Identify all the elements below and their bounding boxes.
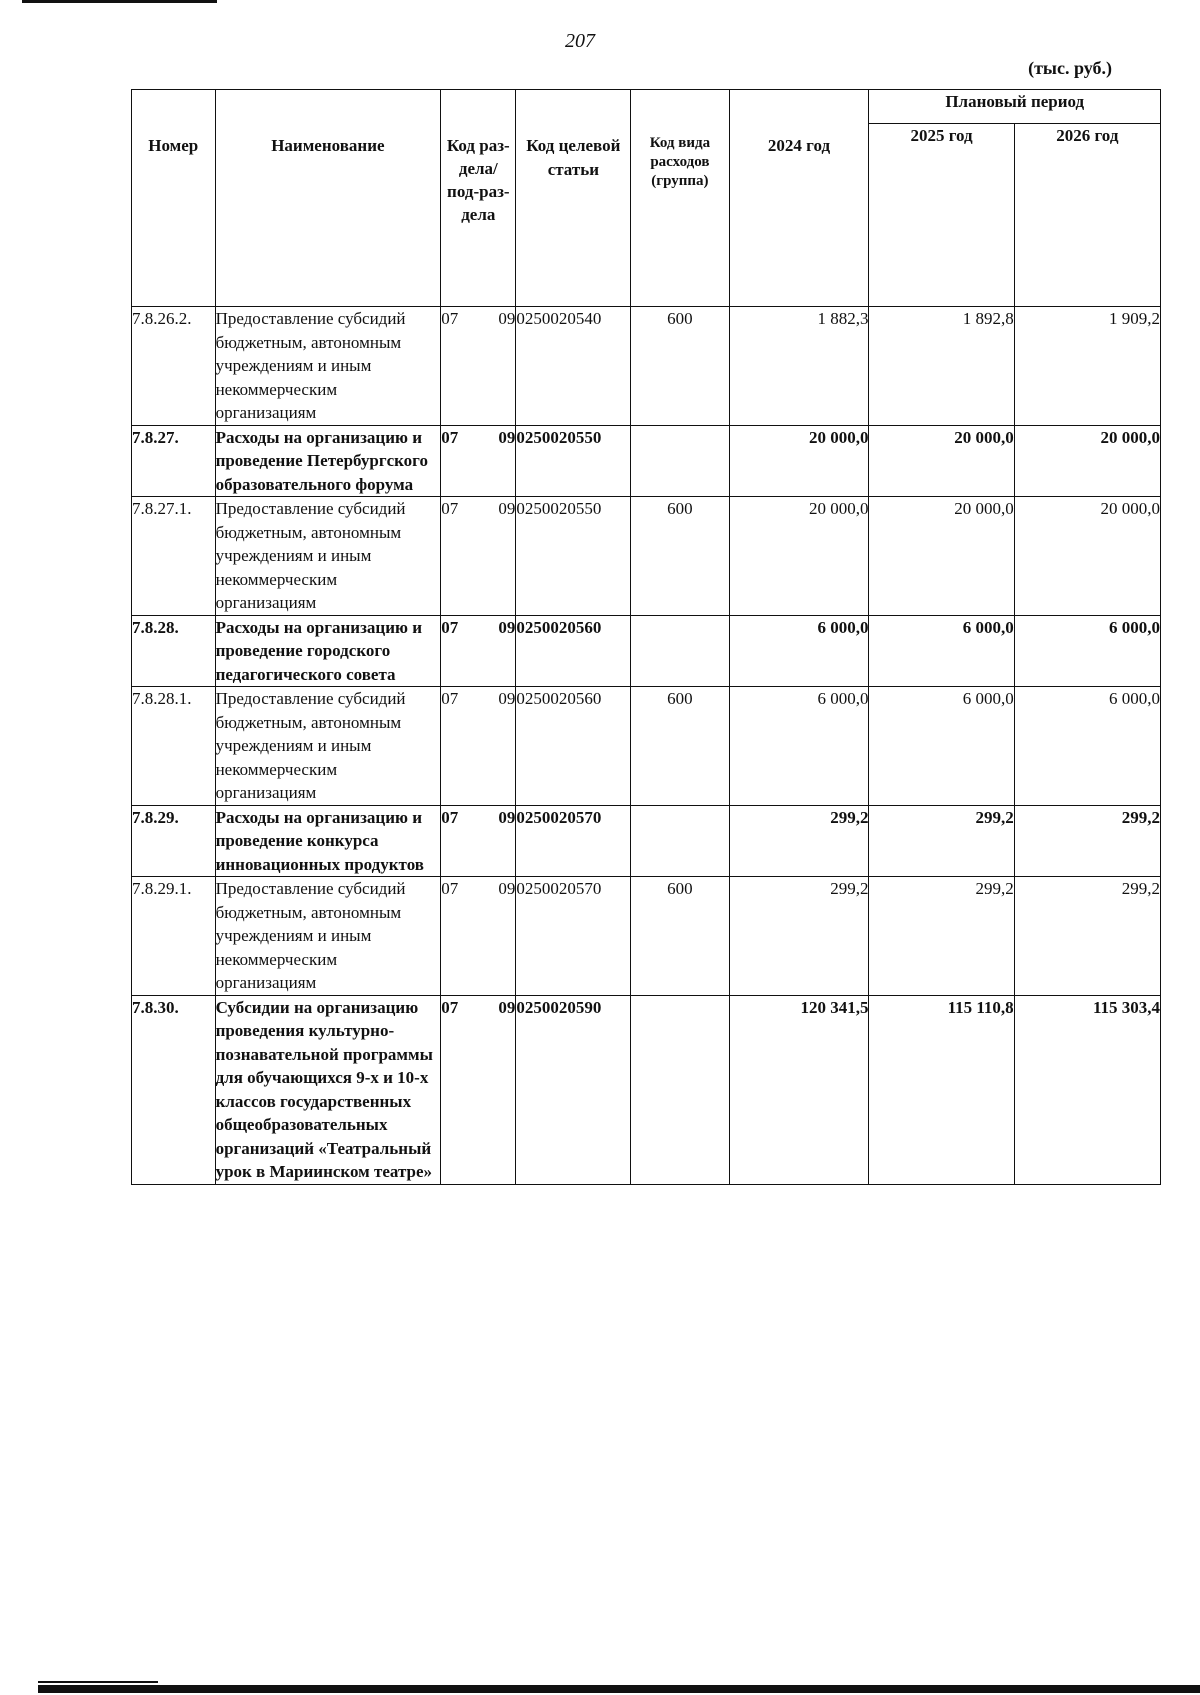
table-row: [132, 425, 1161, 497]
row-target-code: 0250020540: [516, 307, 631, 426]
row-expense-type: 600: [631, 877, 729, 996]
row-amount-2026: 6 000,0: [1014, 615, 1160, 687]
row-subsection: 09: [498, 499, 516, 518]
row-expense-type: 600: [631, 687, 729, 806]
row-number: 7.8.30.: [132, 995, 216, 1184]
row-amount-2025: 1 892,8: [869, 307, 1014, 426]
row-section: 07: [441, 309, 459, 328]
row-section-cell: [441, 687, 516, 806]
row-amount-2025: 20 000,0: [869, 425, 1014, 497]
row-name: Предоставление субсидий бюджетным, автономным учреждениям и иным некоммерческим организациям: [215, 497, 441, 616]
page-number: 207: [565, 30, 595, 52]
row-section: 07: [441, 689, 459, 708]
row-amount-2025: 299,2: [869, 805, 1014, 877]
row-expense-type: 600: [631, 307, 729, 426]
row-target-code: 0250020550: [516, 425, 631, 497]
row-section: 07: [441, 617, 459, 637]
row-target-code: 0250020560: [516, 687, 631, 806]
bottom-rule: [38, 1685, 1200, 1693]
row-target-code: 0250020570: [516, 877, 631, 996]
row-expense-type: 600: [631, 497, 729, 616]
row-amount-2024: 299,2: [729, 877, 869, 996]
row-amount-2026: 299,2: [1014, 877, 1160, 996]
row-number: 7.8.27.: [132, 425, 216, 497]
row-amount-2024: 20 000,0: [729, 497, 869, 616]
row-amount-2026: 299,2: [1014, 805, 1160, 877]
header-section-code: Код раз-дела/ под-раз-дела: [441, 90, 516, 307]
bottom-rule-thin: [38, 1681, 158, 1683]
row-section-cell: [441, 425, 516, 497]
row-number: 7.8.28.: [132, 615, 216, 687]
row-name: Расходы на организацию и проведение конкурса инновационных продуктов: [215, 805, 441, 877]
row-section: 07: [441, 997, 459, 1017]
row-name: Предоставление субсидий бюджетным, автономным учреждениям и иным некоммерческим организациям: [215, 687, 441, 806]
row-target-code: 0250020560: [516, 615, 631, 687]
row-expense-type: [631, 425, 729, 497]
row-expense-type: [631, 995, 729, 1184]
header-year-2024: 2024 год: [729, 90, 869, 307]
table-row: [132, 805, 1161, 877]
row-section: 07: [441, 807, 459, 827]
header-number: Номер: [132, 90, 216, 307]
row-subsection: 09: [498, 807, 516, 827]
row-amount-2024: 120 341,5: [729, 995, 869, 1184]
row-name: Расходы на организацию и проведение Петербургского образовательного форума: [215, 425, 441, 497]
row-amount-2024: 1 882,3: [729, 307, 869, 426]
row-section: 07: [441, 499, 459, 518]
row-target-code: 0250020550: [516, 497, 631, 616]
row-amount-2025: 20 000,0: [869, 497, 1014, 616]
header-planned-period: Плановый период: [869, 90, 1161, 124]
table-row: [132, 307, 1161, 426]
row-amount-2024: 6 000,0: [729, 615, 869, 687]
row-amount-2026: 6 000,0: [1014, 687, 1160, 806]
row-subsection: 09: [498, 879, 516, 898]
units-label: (тыс. руб.): [1028, 58, 1112, 78]
table-row: [132, 497, 1161, 616]
row-number: 7.8.29.1.: [132, 877, 216, 996]
row-section-cell: [441, 995, 516, 1184]
table-row: [132, 995, 1161, 1184]
table-body: [132, 307, 1161, 1185]
table-row: [132, 615, 1161, 687]
row-subsection: 09: [498, 689, 516, 708]
header-year-2025: 2025 год: [869, 124, 1014, 307]
row-section-cell: [441, 615, 516, 687]
top-rule: [22, 0, 217, 3]
row-expense-type: [631, 615, 729, 687]
header-expense-type-code: Код вида расходов (группа): [631, 90, 729, 307]
row-target-code: 0250020570: [516, 805, 631, 877]
row-section: 07: [441, 879, 459, 898]
row-name: Субсидии на организацию проведения культурно-познавательной программы для обучающихся 9-х и 10-х классов государственных общеобразовательных организаций «Театральный урок в Мариинском театре»: [215, 995, 441, 1184]
row-number: 7.8.26.2.: [132, 307, 216, 426]
row-subsection: 09: [498, 617, 516, 637]
row-section-cell: [441, 805, 516, 877]
budget-table: [131, 89, 1161, 1185]
row-expense-type: [631, 805, 729, 877]
table-row: [132, 877, 1161, 996]
row-number: 7.8.27.1.: [132, 497, 216, 616]
row-subsection: 09: [498, 997, 516, 1017]
row-target-code: 0250020590: [516, 995, 631, 1184]
row-amount-2025: 6 000,0: [869, 687, 1014, 806]
header-year-2026: 2026 год: [1014, 124, 1160, 307]
row-subsection: 09: [498, 427, 516, 447]
row-section-cell: [441, 497, 516, 616]
row-name: Предоставление субсидий бюджетным, автономным учреждениям и иным некоммерческим организациям: [215, 307, 441, 426]
row-number: 7.8.28.1.: [132, 687, 216, 806]
row-amount-2024: 20 000,0: [729, 425, 869, 497]
row-section-cell: [441, 877, 516, 996]
row-amount-2025: 299,2: [869, 877, 1014, 996]
row-name: Расходы на организацию и проведение городского педагогического совета: [215, 615, 441, 687]
row-number: 7.8.29.: [132, 805, 216, 877]
row-amount-2026: 115 303,4: [1014, 995, 1160, 1184]
row-amount-2024: 299,2: [729, 805, 869, 877]
row-section: 07: [441, 427, 459, 447]
row-name: Предоставление субсидий бюджетным, автономным учреждениям и иным некоммерческим организациям: [215, 877, 441, 996]
row-amount-2026: 20 000,0: [1014, 425, 1160, 497]
row-subsection: 09: [498, 309, 516, 328]
row-amount-2024: 6 000,0: [729, 687, 869, 806]
row-amount-2026: 1 909,2: [1014, 307, 1160, 426]
header-target-code: Код целевой статьи: [516, 90, 631, 307]
row-amount-2026: 20 000,0: [1014, 497, 1160, 616]
row-amount-2025: 6 000,0: [869, 615, 1014, 687]
table-row: [132, 687, 1161, 806]
row-amount-2025: 115 110,8: [869, 995, 1014, 1184]
header-name: Наименование: [215, 90, 441, 307]
row-section-cell: [441, 307, 516, 426]
